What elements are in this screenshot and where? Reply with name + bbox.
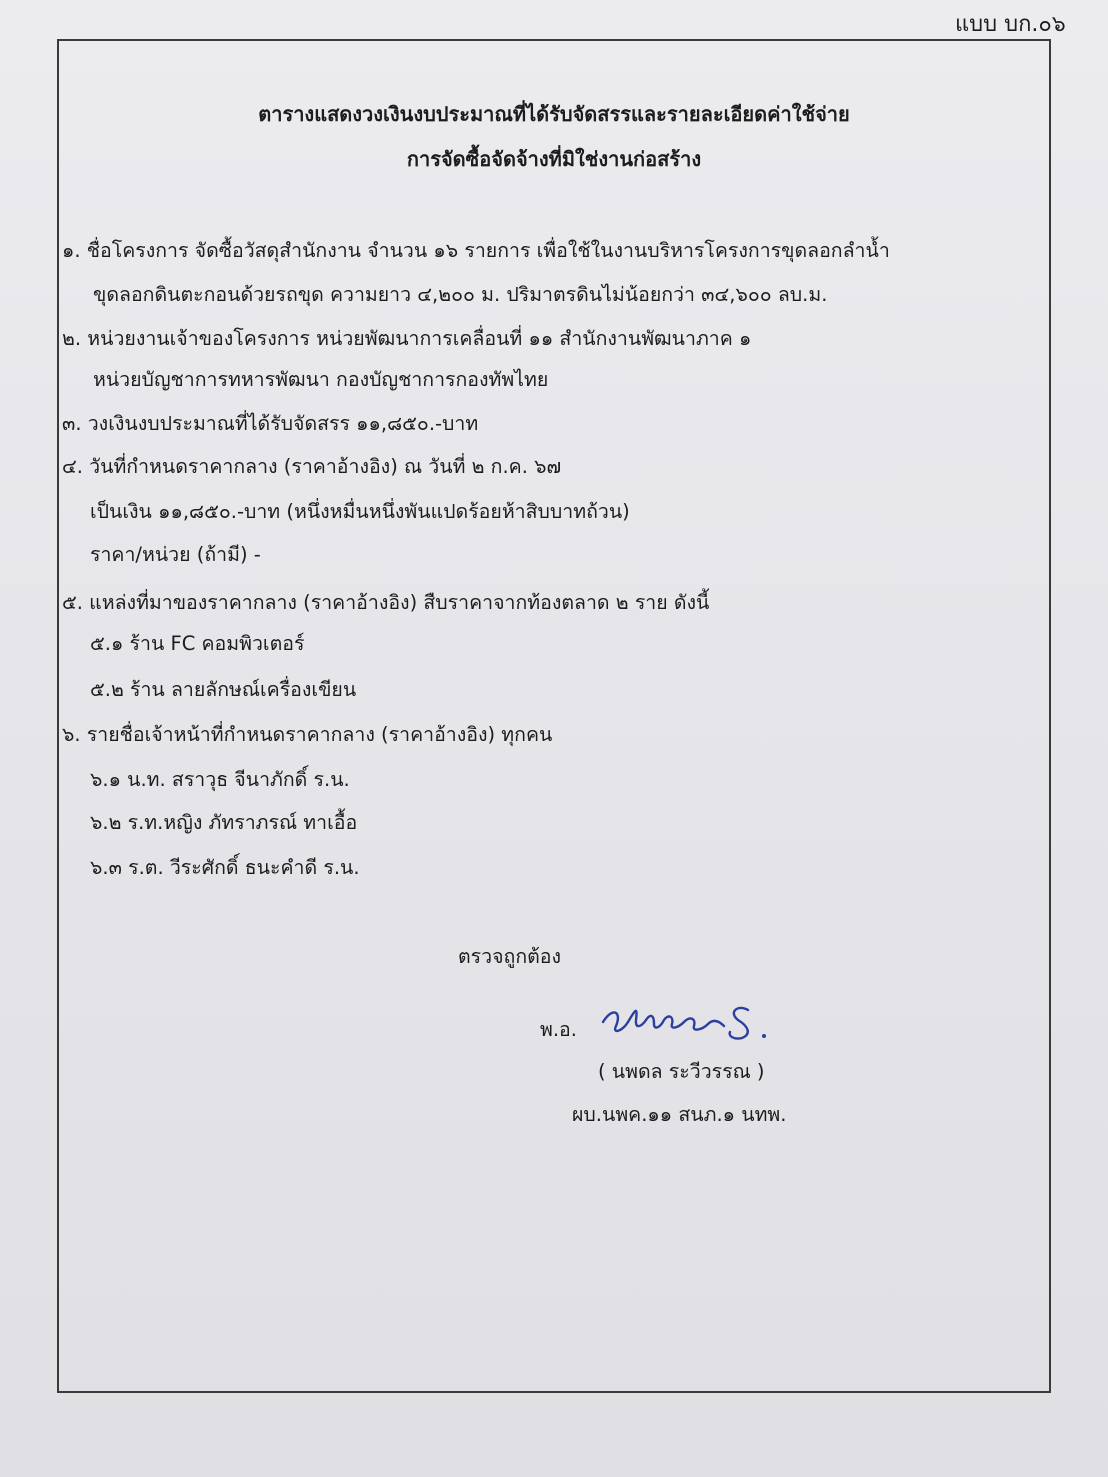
item-2-continued: หน่วยบัญชาการทหารพัฒนา กองบัญชาการกองทัพไทย [93,368,549,391]
item-number: ๓. [62,412,82,435]
item-text: หน่วยงานเจ้าของโครงการ หน่วยพัฒนาการเคลื่อนที่ ๑๑ สำนักงานพัฒนาภาค ๑ [87,327,752,350]
form-code: แบบ บก.๐๖ [955,12,1066,37]
item-number: ๑. [62,239,81,262]
item-4-unit-price: ราคา/หน่วย (ถ้ามี) - [90,543,261,566]
item-number: ๖. [62,723,81,746]
item-text: รายชื่อเจ้าหน้าที่กำหนดราคากลาง (ราคาอ้างอิง) ทุกคน [86,723,553,746]
item-2 [62,323,751,354]
source-2: ๕.๒ ร้าน ลายลักษณ์เครื่องเขียน [90,678,357,701]
item-5 [62,587,709,618]
official-3: ๖.๓ ร.ต. วีระศักดิ์ ธนะคำดี ร.น. [90,856,360,879]
official-2: ๖.๒ ร.ท.หญิง ภัทราภรณ์ ทาเอื้อ [90,811,358,834]
signature-image [598,1000,778,1050]
title-line-1: ตารางแสดงวงเงินงบประมาณที่ได้รับจัดสรรและรายละเอียดค่าใช้จ่าย [258,102,850,126]
source-1: ๕.๑ ร้าน FC คอมพิวเตอร์ [90,632,305,655]
item-4-amount: เป็นเงิน ๑๑,๘๕๐.-บาท (หนึ่งหมื่นหนึ่งพันแปดร้อยห้าสิบบาทถ้วน) [90,500,630,523]
item-number: ๕. [62,591,83,614]
item-number: ๒. [62,327,82,350]
item-6 [62,719,552,750]
item-1 [62,235,890,266]
item-text: แหล่งที่มาของราคากลาง (ราคาอ้างอิง) สืบราคาจากท้องตลาด ๒ ราย ดังนี้ [89,591,710,614]
certify-name: ( นพดล ระวีวรรณ ) [598,1060,765,1083]
item-number: ๔. [62,455,83,478]
item-4 [62,451,561,482]
certify-position: ผบ.นพค.๑๑ สนภ.๑ นทพ. [572,1103,787,1126]
item-text: วันที่กำหนดราคากลาง (ราคาอ้างอิง) ณ วันที่ ๒ ก.ค. ๖๗ [89,455,562,478]
item-3 [62,408,478,439]
item-text: วงเงินงบประมาณที่ได้รับจัดสรร ๑๑,๘๕๐.-บาท [87,412,479,435]
title-line-2: การจัดซื้อจัดจ้างที่มิใช่งานก่อสร้าง [406,147,702,171]
certify-rank: พ.อ. [540,1018,577,1041]
item-text: ชื่อโครงการ จัดซื้อวัสดุสำนักงาน จำนวน ๑๖ รายการ เพื่อใช้ในงานบริหารโครงการขุดลอกลำน้ำ [86,239,890,262]
certify-label: ตรวจถูกต้อง [458,945,562,968]
official-1: ๖.๑ น.ท. สราวุธ จีนาภักดิ์ ร.น. [90,768,350,791]
item-1-continued: ขุดลอกดินตะกอนด้วยรถขุด ความยาว ๔,๒๐๐ ม. ปริมาตรดินไม่น้อยกว่า ๓๔,๖๐๐ ลบ.ม. [93,283,828,306]
